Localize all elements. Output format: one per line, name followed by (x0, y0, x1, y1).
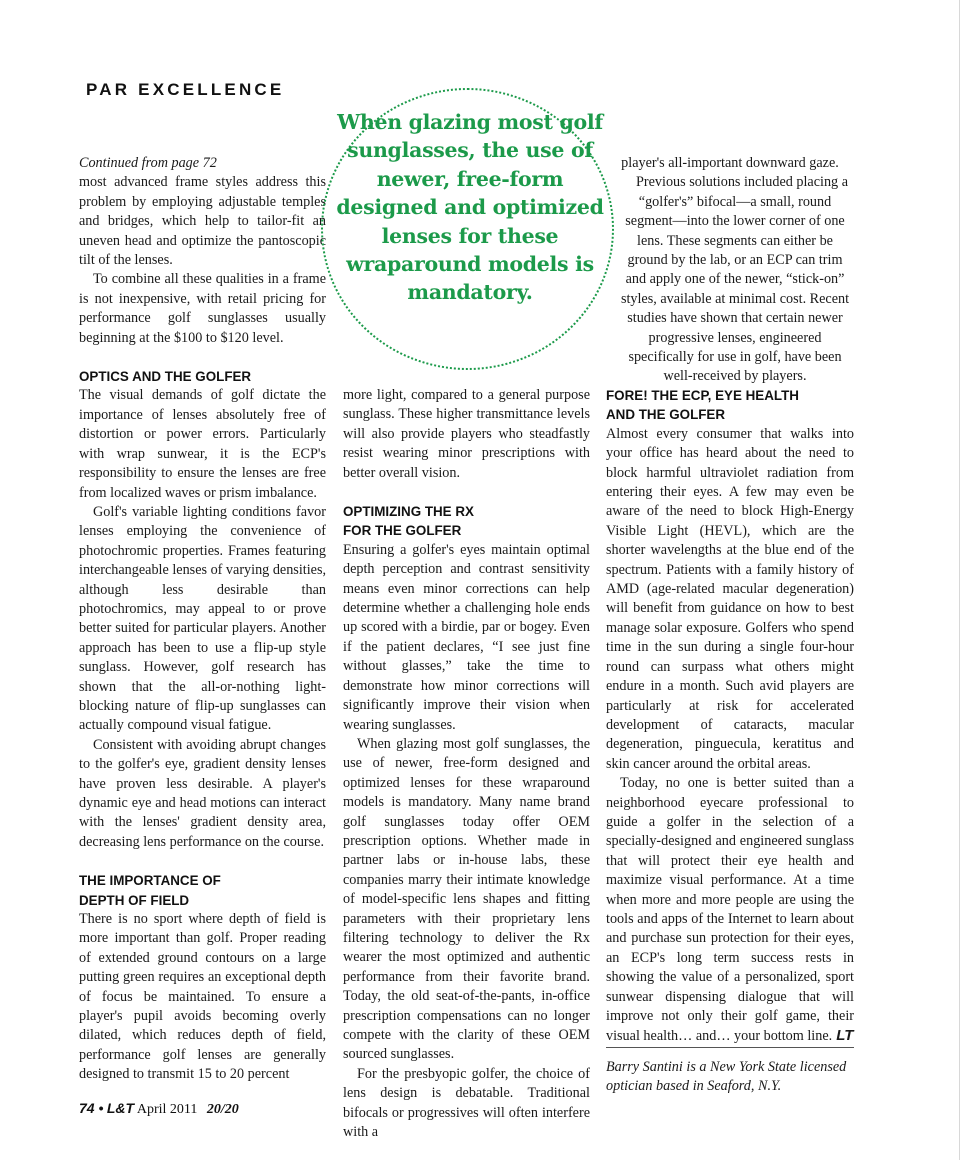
paragraph: most advanced frame styles address this problem by employing adjustable temples and bridges, which help to tailor-fit an uneven head and optimize the pantoscopic tilt of the lenses. (79, 174, 326, 269)
page-number: 74 • (79, 1100, 104, 1116)
heading-line: FORE! THE ECP, EYE HEALTH (606, 388, 799, 403)
paragraph (606, 774, 854, 1047)
author-bio: Barry Santini is a New York State licensed optician based in Seaford, N.Y. (606, 1059, 847, 1095)
section-heading-depth (79, 871, 326, 910)
section-label: PAR EXCELLENCE (86, 80, 285, 99)
magazine-name: 20/20 (206, 1102, 239, 1117)
paragraph: more light, compared to a general purpose sunglass. These higher transmittance levels will also provide players who steadfastly resist wearing minor prescriptions with better overall vision. (343, 387, 590, 481)
section-heading-rx (343, 502, 590, 541)
paragraph: When glazing most golf sunglasses, the use of newer, free-form designed and optimized lenses for these wraparound models is mandatory. Many name brand golf sunglasses today offer OEM prescription options. Whether made in partner labs or in-house labs, these companies marry their intimate knowledge of model-specific lens shapes and fitting parameters with their proprietary lens filtering technology to deliver the Rx wearer the most optimized and authentic performance from their favorite brand. Today, the old seat-of-the-pants, in-office prescription compensations can no longer compete with the clarity of these OEM sourced sunglasses. (343, 735, 590, 1063)
paragraph: There is no sport where depth of field is more important than golf. Proper reading of extended ground contours on a large putting green requires an exceptional depth of focus be maintained. To ensure a player's pupil avoids becoming overly dilated, which reduces depth of field, performance golf lenses are generally designed to transmit 15 to 20 percent (79, 911, 326, 1083)
paragraph: The visual demands of golf dictate the importance of lenses absolutely free of distortion or power errors. Particularly with wrap sunwear, it is the ECP's responsibility to ensure the lenses are free from localized waves or prism imbalance. (79, 387, 326, 501)
continued-note: Continued from page 72 (79, 155, 217, 171)
column-3 (606, 386, 854, 1047)
brand-logo: L&T (106, 1100, 135, 1116)
issue-date: April 2011 (136, 1102, 198, 1117)
paragraph: Previous solutions included placing a “golfer's” bifocal—a small, round segment—into the lower corner of one lens. These segments can either be ground by the lab, or an ECP can trim and apply one of the newer, “stick-on” styles, available at minimal cost. Recent studies have shown that certain newer progressive lenses, engineered specifically for use in golf, have been well-received by players. (620, 174, 850, 385)
heading-line: DEPTH OF FIELD (79, 892, 190, 908)
section-heading-fore (606, 386, 854, 425)
heading-line: AND THE GOLFER (606, 407, 726, 423)
column-2 (343, 386, 590, 1142)
heading-line: FOR THE GOLFER (343, 523, 462, 539)
paragraph: For the presbyopic golfer, the choice of lens design is debatable. Traditional bifocals or progressives will often interfere with a (343, 1065, 590, 1141)
divider (606, 1047, 854, 1048)
paragraph: Consistent with avoiding abrupt changes to the golfer's eye, gradient density lenses have proven less desirable. A player's dynamic eye and head motions can interact with the lenses' gradient density area, decreasing lens performance on the course. (79, 736, 326, 850)
paragraph: player's all-important downward gaze. (621, 155, 839, 171)
end-mark-logo: LT (836, 1027, 854, 1045)
page-footer (79, 1100, 239, 1118)
paragraph: Golf's variable lighting conditions favor lenses employing the convenience of photochromic properties. Frames featuring interchangeable lenses of varying densities, although less desirable than photochromics, may appeal to or prove better suited for particular players. Another approach has been to use a flip-up style sunglass. However, golf research has shown that the all-or-nothing light-blocking nature of flip-up sunglasses can actually compound visual fatigue. (79, 503, 327, 734)
heading-line: OPTIMIZING THE RX (343, 504, 474, 520)
column-3-top (606, 154, 854, 387)
paragraph: To combine all these qualities in a frame is not inexpensive, with retail pricing for performance golf sunglasses usually beginning at the $100 to $120 level. (79, 271, 326, 346)
paragraph: Almost every consumer that walks into your office has heard about the need to block harmful ultraviolet radiation from entering their eyes. A few may even be aware of the need to block High-Energy Visible Light (HEVL), which are the shorter wavelengths at the blue end of the spectrum. Patients with a family history of AMD (age-related macular degeneration) will benefit from guidance on how to best manage solar exposure. Golfers who spend time in the sun during a single four-hour round can surpass what others might endure in a month. Such avid players are particularly at risk for accelerated development of cataracts, macular degeneration, pinguecula, keratitus and skin cancer around the orbital areas. (606, 425, 854, 772)
heading-line: THE IMPORTANCE OF (79, 873, 221, 889)
paragraph: Ensuring a golfer's eyes maintain optimal depth perception and contrast sensitivity means even minor corrections can help determine whether a challenging hole ends up scored with a birdie, par or bogey. Even if the patient declares, “I see just fine without glasses,” take the time to demonstrate how minor corrections will significantly improve their vision when wearing sunglasses. (343, 541, 590, 733)
column-1 (79, 154, 326, 1085)
pull-quote: When glazing most golf sunglasses, the use of newer, free-form designed and optimized lenses for these wraparound models is mandatory. (336, 110, 604, 305)
paragraph-text: Today, no one is better suited than a neighborhood eyecare professional to guide a golfer in the selection of a specially-designed and engineered sunglass that will protect their eye health and maximize visual performance. At a time when more and more people are using the tools and apps of the Internet to learn about and purchase sun protection for their eyes, an ECP's long term success rests in showing the value of a personalized, sport sunwear dispensing dialogue that will improve not only their golf game, their visual health… and… your bottom line. (606, 775, 854, 1045)
section-heading-optics: OPTICS AND THE GOLFER (79, 369, 252, 385)
